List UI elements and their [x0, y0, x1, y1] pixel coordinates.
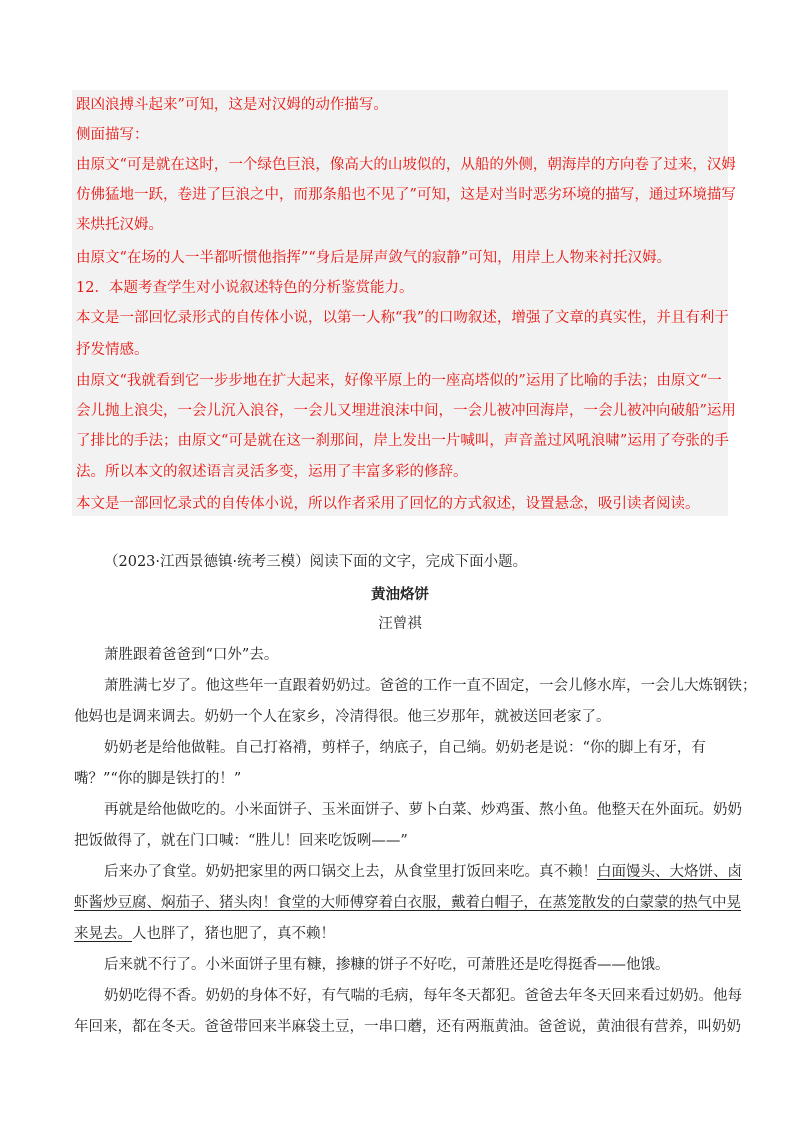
answer-line: 来烘托汉姆。: [76, 217, 163, 233]
answer-line: 侧面描写：: [76, 127, 149, 143]
article-author: 汪曾祺: [378, 616, 422, 632]
answer-line: 本文是一部回忆录形式的自传体小说，以第一人称“我”的口吻叙述，增强了文章的真实性，并且有利于: [76, 310, 729, 326]
paragraph-line: 后来就不行了。小米面饼子里有糠，掺糠的饼子不好吃，可萧胜还是吃得挺香——他饿。: [104, 957, 670, 973]
paragraph-line: [74, 924, 335, 944]
article-title: 黄油烙饼: [371, 586, 429, 603]
paragraph-line: 他妈也是调来调去。奶奶一个人在家乡，冷清得很。他三岁那年，就被送回老家了。: [74, 709, 611, 725]
answer-line: 由原文“我就看到它一步步地在扩大起来，好像平原上的一座高塔似的”运用了比喻的手法；由原文“一: [76, 373, 722, 389]
paragraph-line: 年回来，都在冬天。爸爸带回来半麻袋土豆，一串口蘑，还有两瓶黄油。爸爸说，黄油很有营养，叫奶奶: [74, 1019, 741, 1035]
answer-line: 本文是一部回忆录式的自传体小说，所以作者采用了回忆的方式叙述，设置悬念，吸引读者阅读。: [76, 496, 700, 512]
paragraph-line: 把饭做得了，就在门口喊：“胜儿！回来吃饭咧——”: [74, 833, 408, 849]
underlined-text: 白面馒头、大烙饼、卤: [597, 864, 742, 880]
answer-line: 12．本题考查学生对小说叙述特色的分析鉴赏能力。: [76, 280, 414, 296]
paragraph-line: 嘴？”“你的脚是铁打的！”: [74, 771, 242, 787]
answer-line: 了排比的手法；由原文“可是就在这一刹那间，岸上发出一片喊叫，声音盖过风吼浪啸”运用了夸张的手: [76, 433, 729, 449]
answer-line: 抒发情感。: [76, 342, 149, 358]
paragraph-line: 萧胜跟着爸爸到“口外”去。: [104, 647, 279, 663]
paragraph-line: 奶奶老是给他做鞋。自己打袼褙，剪样子，纳底子，自己绱。奶奶老是说：“你的脚上有牙，有: [104, 740, 706, 756]
paragraph-line: 萧胜满七岁了。他这些年一直跟着奶奶过。爸爸的工作一直不固定，一会儿修水库，一会儿大炼钢铁；: [104, 678, 757, 694]
underlined-text: 虾酱炒豆腐、焖茄子、猪头肉！食堂的大师傅穿着白衣服，戴着白帽子，在蒸笼散发的白蒙蒙的热气中晃: [74, 895, 741, 911]
answer-line: 由原文“在场的人一半都听惯他指挥”“身后是屏声敛气的寂静”可知，用岸上人物来衬托汉姆。: [76, 250, 672, 266]
answer-line: 跟凶浪搏斗起来”可知，这是对汉姆的动作描写。: [76, 97, 388, 113]
paragraph-line: [104, 862, 742, 882]
paragraph-line: 再就是给他做吃的。小米面饼子、玉米面饼子、萝卜白菜、炒鸡蛋、熬小鱼。他整天在外面玩。奶奶: [104, 802, 742, 818]
answer-line: 由原文“可是就在这时，一个绿色巨浪，像高大的山坡似的，从船的外侧，朝海岸的方向卷了过来，汉姆: [76, 157, 736, 173]
answer-block: [72, 90, 736, 516]
answer-line: 会儿抛上浪尖，一会儿沉入浪谷，一会儿又埋进浪沫中间，一会儿被冲回海岸，一会儿被冲向破船”运用: [76, 403, 736, 419]
underlined-text: 来晃去。: [74, 926, 132, 942]
paragraph-text: 后来办了食堂。奶奶把家里的两口锅交上去，从食堂里打饭回来吃。真不赖！: [104, 864, 597, 880]
source-line: （2023·江西景德镇·统考三模）阅读下面的文字，完成下面小题。: [104, 554, 528, 570]
answer-line: 法。所以本文的叙述语言灵活多变，运用了丰富多彩的修辞。: [76, 464, 468, 480]
paragraph-text: 人也胖了，猪也肥了，真不赖！: [132, 926, 335, 942]
paragraph-line: 奶奶吃得不香。奶奶的身体不好，有气喘的毛病，每年冬天都犯。爸爸去年冬天回来看过奶奶。他每: [104, 988, 742, 1004]
answer-line: 仿佛猛地一跃，卷进了巨浪之中，而那条船也不见了”可知，这是对当时恶劣环境的描写，通过环境描写: [76, 187, 736, 203]
